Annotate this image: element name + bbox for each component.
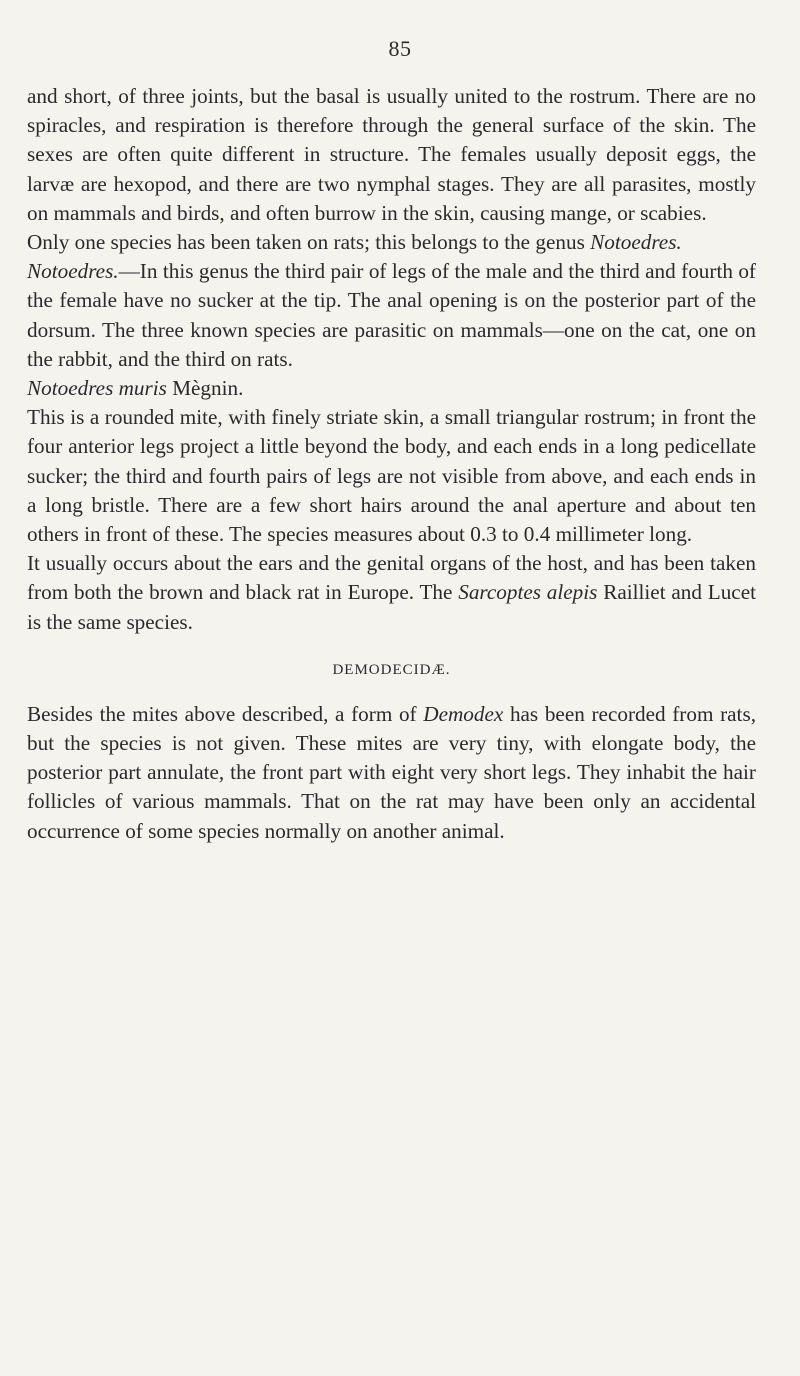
body-text [27, 82, 756, 846]
species-title [27, 374, 756, 403]
paragraph-5: This is a rounded mite, with finely striate skin, a small triangular rostrum; in front the four anterior legs project a little beyond the body, and each ends in a long pedicellate sucker; the third and fourth pairs of legs are not visible from above, and each ends in a long bristle. There are a few short hairs around the anal aperture and about ten others in front of these. The species measures about 0.3 to 0.4 millimeter long. [27, 405, 756, 547]
genus-name: Notoedres. [590, 230, 682, 255]
demodex-genus: Demodex [423, 701, 504, 726]
paragraph-2 [27, 228, 756, 257]
section-genus-label: Notoedres. [27, 259, 119, 284]
paragraph-6-end: Railliet and Lucet is the same species. [27, 580, 756, 634]
paragraph-2-text: Only one species has been taken on rats; this belongs to the genus [27, 230, 591, 255]
paragraph-7-end: has been recorded from rats, but the species is not given. These mites are very tiny, with elongate body, the posterior part annulate, the front part with eight very short legs. They inhabit the hair follicles of various mammals. That on the rat may have been only an accidental occurrence of some species normally on another animal. [27, 701, 756, 843]
paragraph-6 [27, 549, 756, 637]
synonym-name: Sarcoptes alepis [458, 580, 598, 605]
section-heading: DEMODECIDÆ. [332, 661, 451, 678]
page-number: 85 [388, 36, 412, 61]
paragraph-1: and short, of three joints, but the basal is usually united to the rostrum. There are no spiracles, and respiration is therefore through the general surface of the skin. The sexes are often quite different in structure. The females usually deposit eggs, the larvæ are hexopod, and there are two nymphal stages. They are all parasites, mostly on mammals and birds, and often burrow in the skin, causing mange, or scabies. [27, 84, 756, 225]
paragraph-7 [27, 700, 756, 846]
paragraph-6-text: It usually occurs about the ears and the genital organs of the host, and has been taken from both the brown and black rat in Europe. The [27, 551, 756, 605]
species-author: Mègnin. [166, 376, 244, 401]
species-name: Notoedres muris [27, 376, 167, 401]
paragraph-7-start: Besides the mites above described, a form of [27, 701, 424, 726]
paragraph-3 [27, 257, 756, 374]
paragraph-3-text: —In this genus the third pair of legs of the male and the third and fourth of the female have no sucker at the tip. The anal opening is on the posterior part of the dorsum. The three known species are parasitic on mammals—one on the cat, one on the rabbit, and the third on rats. [27, 259, 756, 371]
